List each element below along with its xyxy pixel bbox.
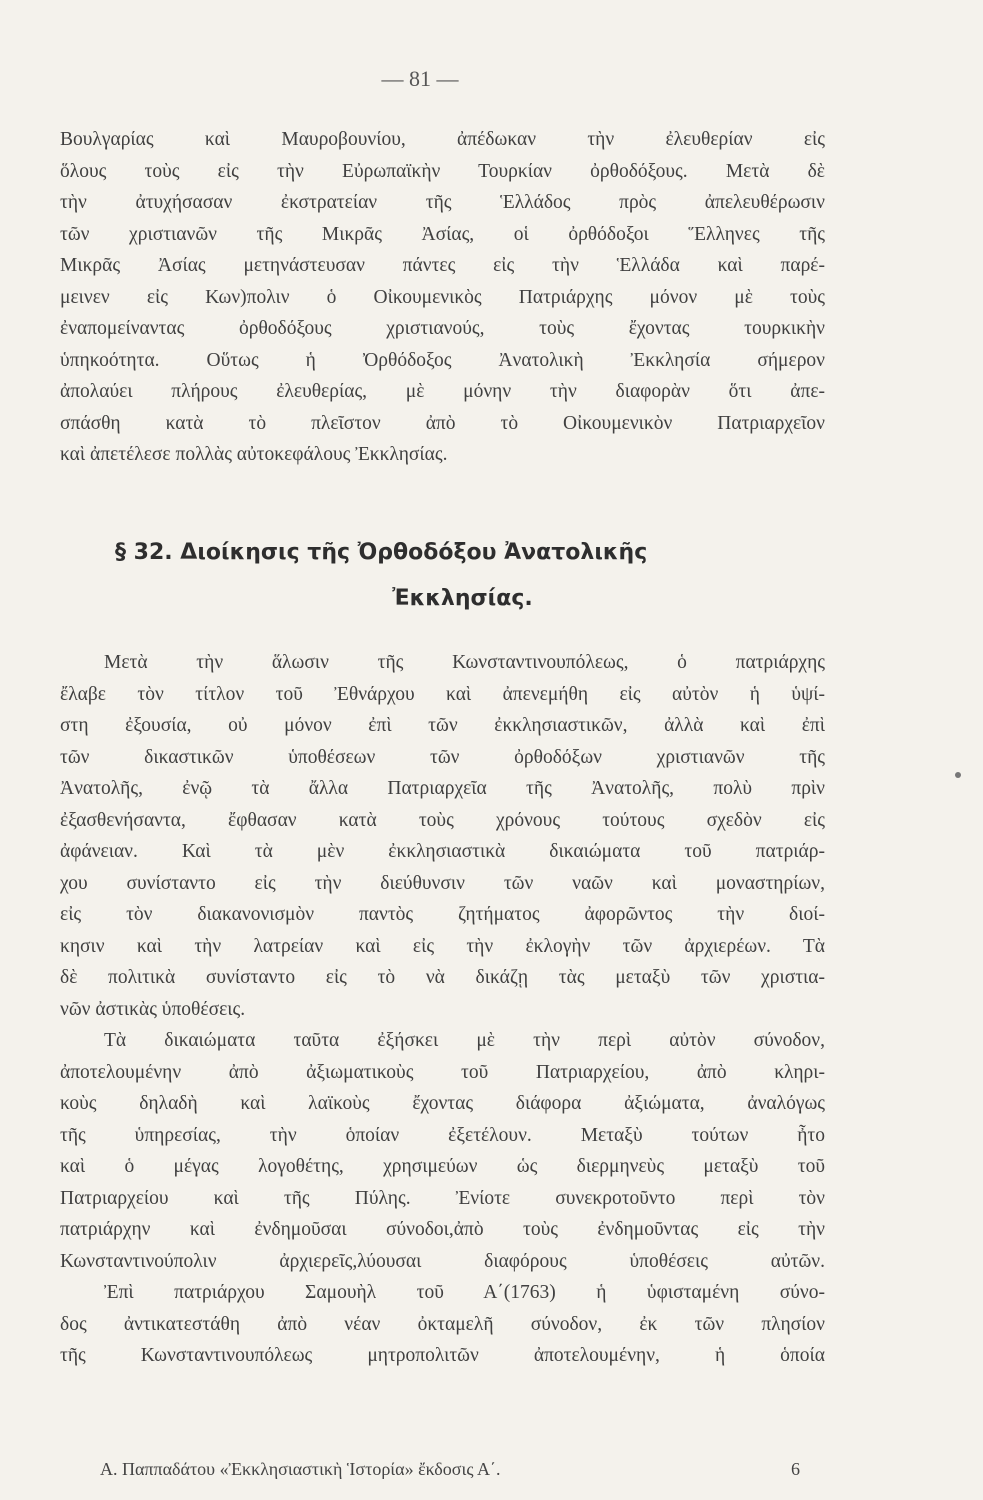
page-number: — 81 —	[381, 66, 459, 91]
body-text	[60, 647, 825, 1372]
text-line: ἀπολαύει πλήρους ἐλευθερίας, μὲ μόνην τὴν διαφορὰν ὅτι ἀπε-	[60, 381, 825, 402]
text-line: Μετὰ τὴν ἅλωσιν τῆς Κωνσταντινουπόλεως, ὁ πατριάρχης	[104, 652, 825, 673]
section-heading: § 32. Διοίκησις τῆς Ὀρθοδόξου Ἀνατολικῆς	[115, 540, 648, 565]
text-line: στη ἐξουσία, οὐ μόνον ἐπὶ τῶν ἐκκλησιαστικῶν, ἀλλὰ καὶ ἐπὶ	[60, 715, 825, 736]
text-line: καὶ ἀπετέλεσε πολλὰς αὐτοκεφάλους Ἐκκλησίας.	[60, 444, 448, 465]
text-line: τῆς Κωνσταντινουπόλεως μητροπολιτῶν ἀποτελουμένην, ἡ ὁποία	[60, 1345, 825, 1366]
text-line: εἰς τὸν διακανονισμὸν παντὸς ζητήματος ἀφορῶντος τὴν διοί-	[60, 904, 825, 925]
section-heading-continued: Ἐκκλησίας.	[392, 586, 533, 611]
text-line: χου συνίσταντο εἰς τὴν διεύθυνσιν τῶν ναῶν καὶ μοναστηρίων,	[60, 872, 825, 894]
text-line: ὑπηκοότητα. Οὕτως ἡ Ὀρθόδοξος Ἀνατολικὴ Ἐκκλησία σήμερον	[60, 349, 825, 371]
text-line: ἐξασθενήσαντα, ἔφθασαν κατὰ τοὺς χρόνους τούτους σχεδὸν εἰς	[60, 809, 825, 831]
text-line: Τὰ δικαιώματα ταῦτα ἐξήσκει μὲ τὴν περὶ αὐτὸν σύνοδον,	[104, 1030, 825, 1051]
text-line: ὅλους τοὺς εἰς τὴν Εὐρωπαϊκὴν Τουρκίαν ὀρθοδόξους. Μετὰ δὲ	[60, 160, 825, 182]
text-line: Κωνσταντινούπολιν ἀρχιερεῖς,λύουσαι διαφόρους ὑποθέσεις αὐτῶν.	[60, 1250, 825, 1272]
text-line: τῆς ὑπηρεσίας, τὴν ὁποίαν ἐξετέλουν. Μεταξὺ τούτων ἦτο	[60, 1124, 825, 1146]
text-line: Ἐπὶ πατριάρχου Σαμουὴλ τοῦ Α΄(1763) ἡ ὑφισταμένη σύνο-	[104, 1282, 825, 1303]
paragraph-1	[60, 124, 825, 471]
text-line: δος ἀντικατεστάθη ἀπὸ νέαν ὀκταμελῆ σύνοδον, ἐκ τῶν πλησίον	[60, 1313, 825, 1335]
text-line: καὶ ὁ μέγας λογοθέτης, χρησιμεύων ὡς διερμηνεὺς μεταξὺ τοῦ	[60, 1156, 825, 1177]
text-line: τῶν χριστιανῶν τῆς Μικρᾶς Ἀσίας, οἱ ὀρθόδοξοι Ἕλληνες τῆς	[60, 223, 825, 245]
text-line: πατριάρχην καὶ ἐνδημοῦσαι σύνοδοι,ἀπὸ τοὺς ἐνδημοῦντας εἰς τὴν	[60, 1219, 825, 1240]
text-line: δὲ πολιτικὰ συνίσταντο εἰς τὸ νὰ δικάζῃ τὰς μεταξὺ τῶν χριστια-	[60, 967, 825, 988]
text-line: τῶν δικαστικῶν ὑποθέσεων τῶν ὀρθοδόξων χριστιανῶν τῆς	[60, 746, 825, 768]
text-line: Πατριαρχείου καὶ τῆς Πύλης. Ἐνίοτε συνεκροτοῦντο περὶ τὸν	[60, 1187, 825, 1209]
text-line: Βουλγαρίας καὶ Μαυροβουνίου, ἀπέδωκαν τὴν ἐλευθερίαν εἰς	[60, 129, 825, 150]
footer-citation: Α. Παππαδάτου «Ἐκκλησιαστικὴ Ἱστορία» ἔκδοσις Α΄.	[100, 1459, 501, 1479]
text-line: μεινεν εἰς Κων)πολιν ὁ Οἰκουμενικὸς Πατριάρχης μόνον μὲ τοὺς	[60, 286, 825, 308]
text-line: ἐναπομείναντας ὀρθοδόξους χριστιανούς, τοὺς ἔχοντας τουρκικὴν	[60, 318, 825, 339]
text-line: κοὺς δηλαδὴ καὶ λαϊκοὺς ἔχοντας διάφορα ἀξιώματα, ἀναλόγως	[60, 1093, 825, 1114]
ink-speck	[955, 772, 961, 778]
text-line: νῶν ἀστικὰς ὑποθέσεις.	[60, 998, 246, 1020]
text-line: σπάσθη κατὰ τὸ πλεῖστον ἀπὸ τὸ Οἰκουμενικὸν Πατριαρχεῖον	[60, 412, 825, 434]
text-line: ἀφάνειαν. Καὶ τὰ μὲν ἐκκλησιαστικὰ δικαιώματα τοῦ πατριάρ-	[60, 841, 825, 862]
text-line: ἀποτελουμένην ἀπὸ ἀξιωματικοὺς τοῦ Πατριαρχείου, ἀπὸ κληρι-	[60, 1061, 825, 1083]
text-line: Μικρᾶς Ἀσίας μετηνάστευσαν πάντες εἰς τὴν Ἑλλάδα καὶ παρέ-	[60, 255, 825, 276]
text-line: Ἀνατολῆς, ἐνῷ τὰ ἄλλα Πατριαρχεῖα τῆς Ἀνατολῆς, πολὺ πρὶν	[60, 778, 825, 799]
signature-mark: 6	[791, 1459, 800, 1479]
text-line: τὴν ἀτυχήσασαν ἐκστρατείαν τῆς Ἑλλάδος πρὸς ἀπελευθέρωσιν	[60, 192, 825, 213]
page-footer	[100, 1459, 800, 1480]
text-line: κησιν καὶ τὴν λατρείαν καὶ εἰς τὴν ἐκλογὴν τῶν ἀρχιερέων. Τὰ	[60, 935, 825, 957]
text-line: ἔλαβε τὸν τίτλον τοῦ Ἐθνάρχου καὶ ἀπενεμήθη εἰς αὐτὸν ἡ ὑψί-	[60, 683, 825, 705]
